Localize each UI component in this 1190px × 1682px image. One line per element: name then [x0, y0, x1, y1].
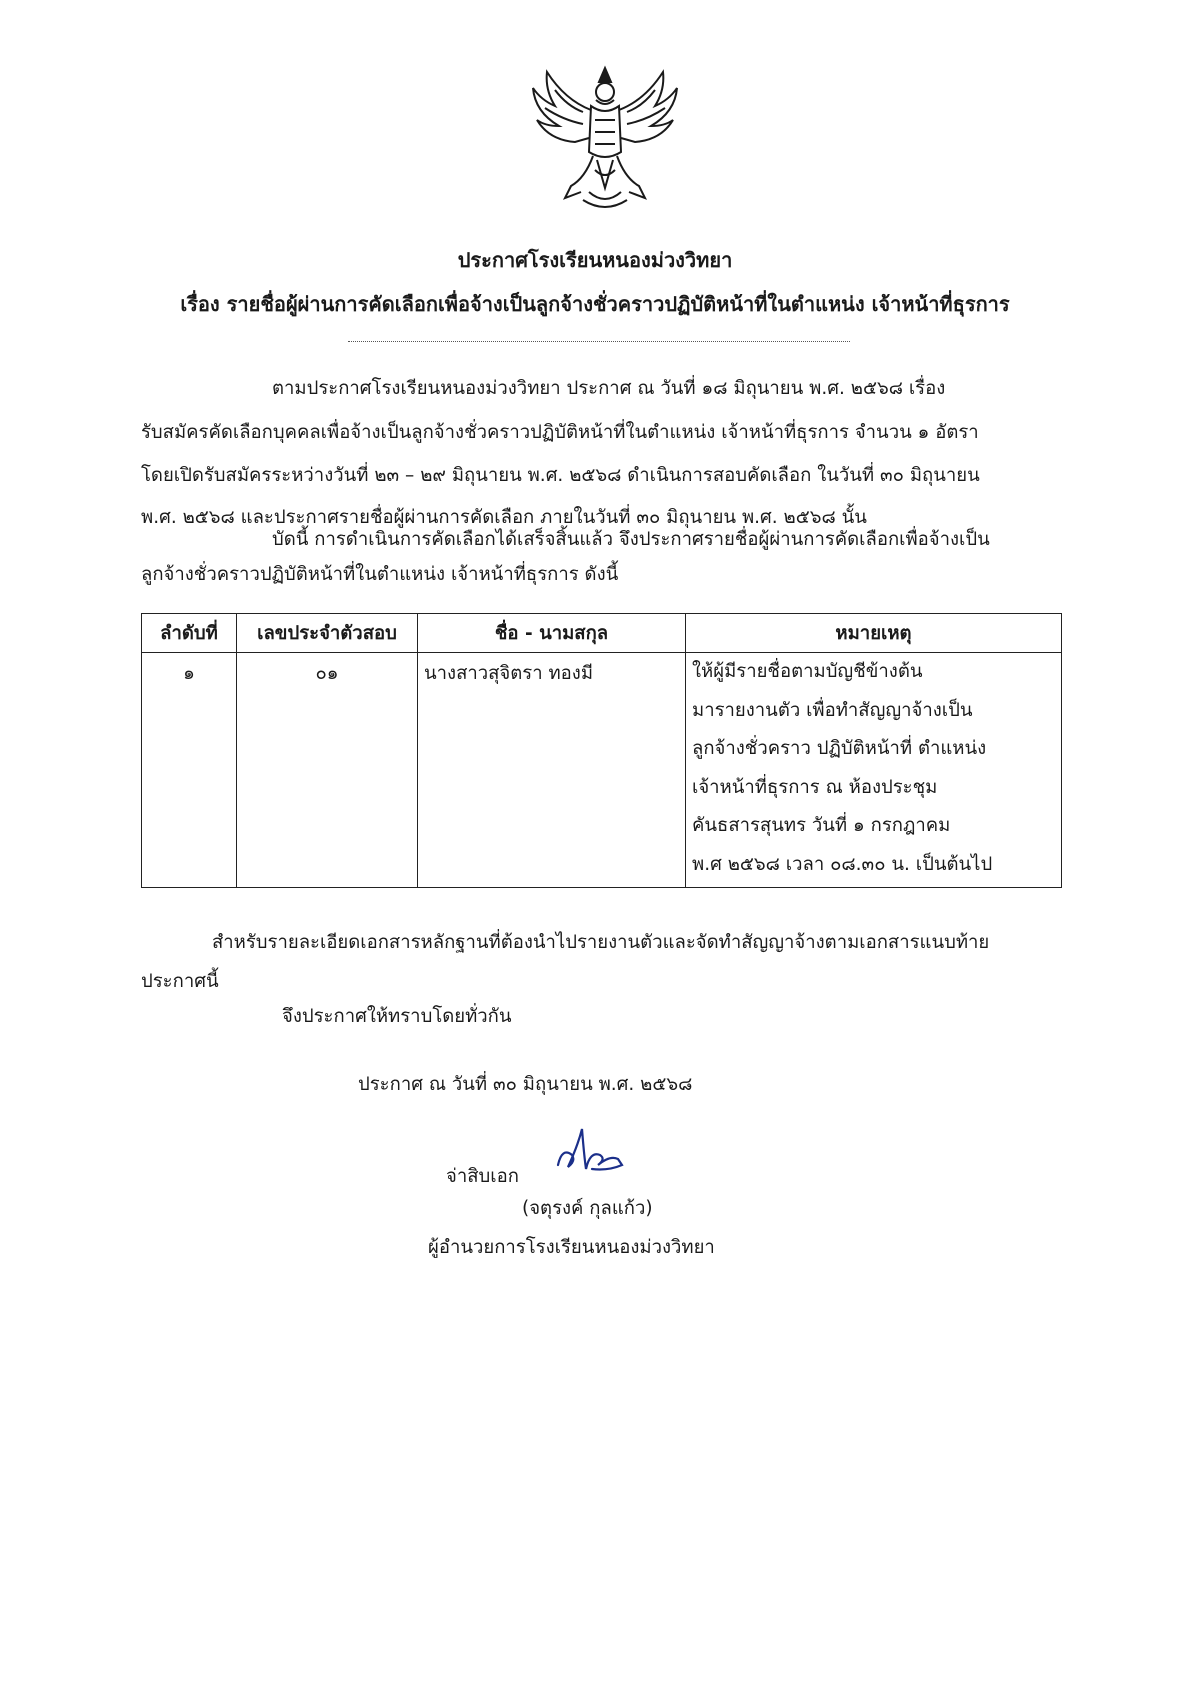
- paragraph-3-line-1: สำหรับรายละเอียดเอกสารหลักฐานที่ต้องนำไปรายงานตัวและจัดทำสัญญาจ้างตามเอกสารแนบท้าย: [212, 932, 990, 953]
- remark-line-5: คันธสารสุนทร วันที่ ๑ กรกฎาคม: [692, 815, 951, 836]
- announcement-subject: เรื่อง รายชื่อผู้ผ่านการคัดเลือกเพื่อจ้างเป็นลูกจ้างชั่วคราวปฏิบัติหน้าที่ในตำแหน่ง เจ้าหน้าที่ธุรการ: [180, 292, 1010, 316]
- cell-remark: [686, 653, 1062, 888]
- paragraph-1-line-1: ตามประกาศโรงเรียนหนองม่วงวิทยา ประกาศ ณ วันที่ ๑๘ มิถุนายน พ.ศ. ๒๕๖๘ เรื่อง: [272, 378, 946, 399]
- signer-name: (จตุรงค์ กุลแก้ว): [522, 1198, 653, 1219]
- remark-line-2: มารายงานตัว เพื่อทำสัญญาจ้างเป็น: [692, 699, 973, 721]
- title-divider: [348, 341, 850, 342]
- paragraph-1-line-4: พ.ศ. ๒๕๖๘ และประกาศรายชื่อผู้ผ่านการคัดเลือก ภายในวันที่ ๓๐ มิถุนายน พ.ศ. ๒๕๖๘ นั้น: [141, 507, 867, 528]
- header-remark: หมายเหตุ: [686, 614, 1062, 653]
- remark-line-3: ลูกจ้างชั่วคราว ปฏิบัติหน้าที่ ตำแหน่ง: [692, 738, 987, 759]
- paragraph-2-line-2: ลูกจ้างชั่วคราวปฏิบัติหน้าที่ในตำแหน่ง เจ้าหน้าที่ธุรการ ดังนี้: [141, 564, 619, 585]
- cell-order: ๑: [142, 653, 237, 888]
- header-full-name: ชื่อ - นามสกุล: [418, 614, 686, 653]
- paragraph-3-line-2: ประกาศนี้: [141, 971, 219, 992]
- cell-exam-id: ๐๑: [237, 653, 418, 888]
- announcement-date: ประกาศ ณ วันที่ ๓๐ มิถุนายน พ.ศ. ๒๕๖๘: [358, 1074, 693, 1095]
- paragraph-1-line-3: โดยเปิดรับสมัครระหว่างวันที่ ๒๓ – ๒๙ มิถุนายน พ.ศ. ๒๕๖๘ ดำเนินการสอบคัดเลือก ในวันที่ ๓๐ มิถุนายน: [141, 465, 980, 486]
- header-exam-id: เลขประจำตัวสอบ: [237, 614, 418, 653]
- table-header-row: [142, 614, 1062, 653]
- announcement-title: ประกาศโรงเรียนหนองม่วงวิทยา: [457, 248, 733, 272]
- signer-rank: จ่าสิบเอก: [446, 1166, 519, 1187]
- signer-position: ผู้อำนวยการโรงเรียนหนองม่วงวิทยา: [428, 1237, 715, 1258]
- paragraph-2-line-1: บัดนี้ การดำเนินการคัดเลือกได้เสร็จสิ้นแล้ว จึงประกาศรายชื่อผู้ผ่านการคัดเลือกเพื่อจ้างเป็น: [272, 529, 990, 550]
- remark-line-6: พ.ศ ๒๕๖๘ เวลา ๐๘.๓๐ น. เป็นต้นไป: [692, 853, 993, 875]
- table-row: [142, 653, 1062, 888]
- remark-line-1: ให้ผู้มีรายชื่อตามบัญชีข้างต้น: [692, 661, 923, 682]
- announce-line: จึงประกาศให้ทราบโดยทั่วกัน: [282, 1006, 512, 1027]
- remark-line-4: เจ้าหน้าที่ธุรการ ณ ห้องประชุม: [692, 776, 938, 798]
- results-table: [141, 613, 1062, 888]
- paragraph-1-line-2: รับสมัครคัดเลือกบุคคลเพื่อจ้างเป็นลูกจ้างชั่วคราวปฏิบัติหน้าที่ในตำแหน่ง เจ้าหน้าที่ธุรการ จำนวน ๑ อัตรา: [141, 422, 979, 443]
- garuda-emblem-icon: [525, 60, 685, 215]
- handwritten-signature: [548, 1125, 628, 1180]
- header-order: ลำดับที่: [142, 614, 237, 653]
- cell-full-name: นางสาวสุจิตรา ทองมี: [418, 653, 686, 888]
